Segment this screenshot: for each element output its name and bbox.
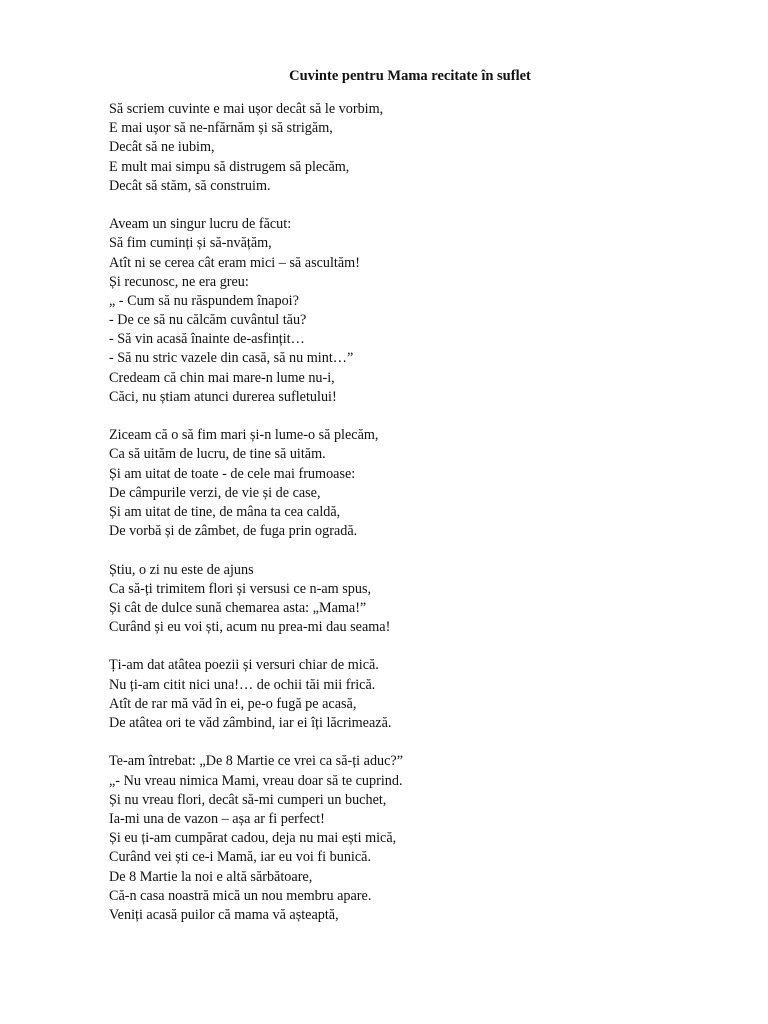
poem-line: E mult mai simpu să distrugem să plecăm, bbox=[109, 158, 350, 175]
poem-line: Ziceam că o să fim mari și-n lume-o să plecăm, bbox=[109, 427, 379, 444]
poem-line: Și nu vreau flori, decât să-mi cumperi un buchet, bbox=[109, 791, 387, 808]
stanza-5 bbox=[109, 656, 729, 733]
poem-line: Căci, nu știam atunci durerea sufletului! bbox=[109, 388, 337, 405]
poem-line: E mai ușor să ne-nfărnăm și să strigăm, bbox=[109, 120, 333, 137]
poem-line: Decât să stăm, să construim. bbox=[109, 177, 271, 194]
stanza-6 bbox=[109, 752, 729, 925]
poem-line: De câmpurile verzi, de vie și de case, bbox=[109, 484, 321, 501]
poem-line: Veniți acasă puilor că mama vă așteaptă, bbox=[109, 906, 339, 923]
poem-line: Știu, o zi nu este de ajuns bbox=[109, 561, 254, 578]
poem-line: „ - Cum să nu răspundem înapoi? bbox=[109, 292, 299, 309]
poem-line: De vorbă și de zâmbet, de fuga prin ogradă. bbox=[109, 523, 358, 540]
poem-line: Ia-mi una de vazon – așa ar fi perfect! bbox=[109, 810, 325, 827]
poem-line: „- Nu vreau nimica Mami, vreau doar să te cuprind. bbox=[109, 772, 403, 789]
poem-line: Te-am întrebat: „De 8 Martie ce vrei ca să-ți aduc?” bbox=[109, 753, 404, 770]
poem-line: - Să vin acasă înainte de-asfințit… bbox=[109, 331, 305, 348]
poem-line: Curând și eu voi ști, acum nu prea-mi dau seama! bbox=[109, 619, 391, 636]
poem-line: Și cât de dulce sună chemarea asta: „Mama!” bbox=[109, 599, 367, 616]
poem-line: Să fim cuminți și să-nvățăm, bbox=[109, 235, 272, 252]
poem-line: Atît ni se cerea cât eram mici – să ascultăm! bbox=[109, 254, 360, 271]
poem-line: Și eu ți-am cumpărat cadou, deja nu mai ești mică, bbox=[109, 830, 397, 847]
poem-line: Și recunosc, ne era greu: bbox=[109, 273, 249, 290]
poem-line: De 8 Martie la noi e altă sărbătoare, bbox=[109, 868, 313, 885]
poem-line: De atâtea ori te văd zâmbind, iar ei îți lăcrimează. bbox=[109, 715, 392, 731]
poem-line: Ca să uităm de lucru, de tine să uităm. bbox=[109, 446, 326, 463]
stanza-4 bbox=[109, 561, 729, 638]
poem-line: Ți-am dat atâtea poezii și versuri chiar de mică. bbox=[109, 657, 379, 674]
poem-line: Că-n casa noastră mică un nou membru apare. bbox=[109, 887, 372, 904]
poem-line: Nu ți-am citit nici una!… de ochii tăi mii frică. bbox=[109, 676, 376, 693]
poem-line: Decât să ne iubim, bbox=[109, 139, 215, 156]
poem-line: Atît de rar mă văd în ei, pe-o fugă pe acasă, bbox=[109, 695, 357, 712]
stanza-3 bbox=[109, 426, 729, 541]
poem-line: Să scriem cuvinte e mai ușor decât să le vorbim, bbox=[109, 101, 384, 117]
poem-body bbox=[109, 100, 729, 944]
poem-line: Curând vei ști ce-i Mamă, iar eu voi fi bunică. bbox=[109, 849, 371, 866]
poem-line: Aveam un singur lucru de făcut: bbox=[109, 216, 292, 233]
poem-line: Credeam că chin mai mare-n lume nu-i, bbox=[109, 369, 335, 386]
poem-title: Cuvinte pentru Mama recitate în suflet bbox=[289, 68, 531, 84]
poem-line: - Să nu stric vazele din casă, să nu mint…” bbox=[109, 350, 354, 367]
poem-line: Și am uitat de toate - de cele mai frumoase: bbox=[109, 465, 356, 482]
stanza-1 bbox=[109, 100, 729, 196]
poem-line: Ca să-ți trimitem flori și versusi ce n-am spus, bbox=[109, 580, 372, 597]
poem-line: - De ce să nu călcăm cuvântul tău? bbox=[109, 312, 307, 329]
poem-line: Și am uitat de tine, de mâna ta cea caldă, bbox=[109, 503, 341, 520]
stanza-2 bbox=[109, 215, 729, 407]
